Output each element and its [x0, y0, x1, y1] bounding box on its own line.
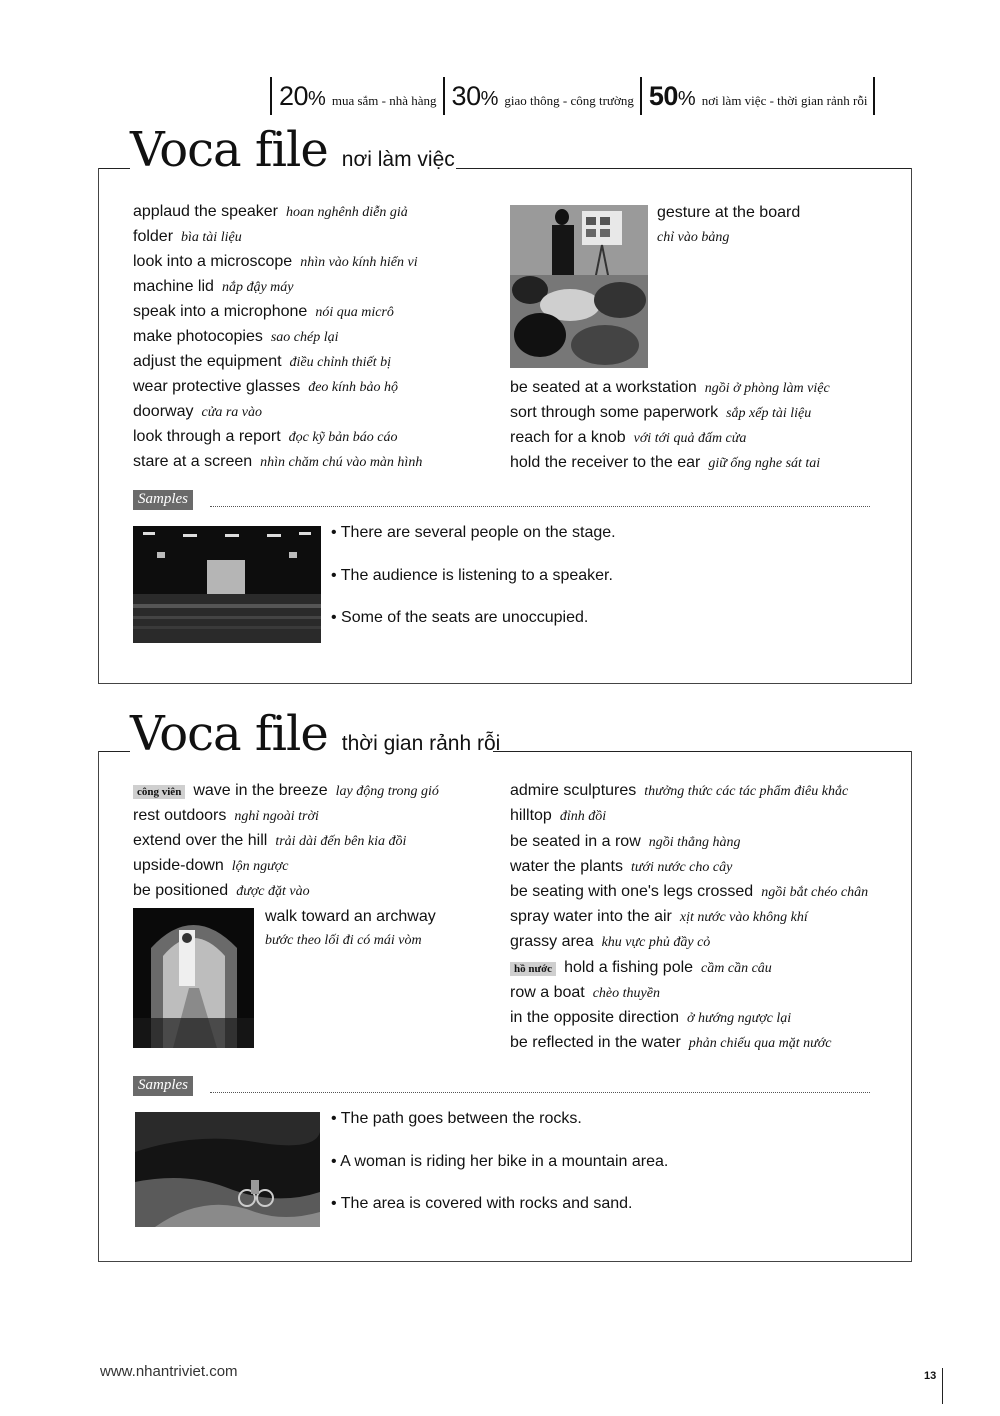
vocab-item: applaud the speaker hoan nghênh diễn giả [133, 203, 408, 220]
section2-title-main: Voca file [130, 706, 328, 762]
section1-subtitle: nơi làm việc [341, 148, 455, 171]
percent-sign: % [480, 88, 499, 110]
page-number-rule [942, 1368, 943, 1404]
sample-sentence: • A woman is riding her bike in a mountain area. [331, 1153, 669, 1170]
percent-sign: % [308, 88, 326, 110]
vocab-item: make photocopies sao chép lại [133, 328, 339, 345]
auditorium-image [133, 526, 321, 643]
vocab-item: hilltop đỉnh đồi [510, 807, 607, 824]
samples-divider [210, 1092, 870, 1093]
photo-caption-en: gesture at the board [657, 204, 801, 221]
vocab-item: be seated in a row ngồi thẳng hàng [510, 833, 741, 850]
vocab-item: row a boat chèo thuyền [510, 984, 660, 1001]
vocab-item: reach for a knob với tới quả đấm cửa [510, 429, 747, 446]
sample-sentence: • There are several people on the stage. [331, 524, 616, 541]
category-stats-bar [270, 76, 875, 116]
archway-image [133, 908, 254, 1048]
vocab-item: be seating with one's legs crossed ngồi bắt chéo chân [510, 883, 869, 900]
samples-divider [210, 506, 870, 507]
vocab-item: look into a microscope nhìn vào kính hiển vi [133, 253, 418, 270]
section1-title-main: Voca file [130, 122, 328, 178]
photo-auditorium [133, 526, 321, 643]
vocab-item: be positioned được đặt vào [133, 882, 310, 899]
stat-label: mua sắm - nhà hàng [331, 93, 437, 108]
mountain-bike-image [135, 1112, 320, 1227]
stat-percent: 20 [279, 81, 309, 111]
stat-label: nơi làm việc - thời gian rảnh rỗi [701, 93, 868, 108]
samples-label: Samples [133, 490, 193, 510]
page-number: 13 [924, 1370, 937, 1382]
stat-label: giao thông - công trường [504, 93, 634, 108]
vocab-item: doorway cửa ra vào [133, 403, 262, 420]
photo-caption-vi: chỉ vào bảng [657, 230, 730, 245]
stat-shopping [270, 77, 443, 115]
vocab-item: spray water into the air xịt nước vào không khí [510, 908, 808, 925]
tag-lake: hồ nước [510, 962, 556, 976]
photo-mountain-bike [135, 1112, 320, 1227]
photo-caption-vi: bước theo lối đi có mái vòm [265, 933, 422, 948]
stat-percent: 50 [648, 81, 678, 111]
vocab-item: hồ nước hold a fishing pole cầm cần câu [510, 958, 772, 979]
vocab-item: wear protective glasses đeo kính bảo hộ [133, 378, 399, 395]
vocab-item: be seated at a workstation ngồi ở phòng làm việc [510, 379, 830, 396]
tag-park: công viên [133, 785, 185, 799]
vocab-item: water the plants tưới nước cho cây [510, 858, 733, 875]
vocab-item: machine lid nắp đậy máy [133, 278, 294, 295]
sample-sentence: • Some of the seats are unoccupied. [331, 609, 589, 626]
section2-subtitle: thời gian rảnh rỗi [341, 732, 501, 755]
footer-url: www.nhantriviet.com [100, 1363, 238, 1380]
sample-sentence: • The path goes between the rocks. [331, 1110, 582, 1127]
percent-sign: % [677, 88, 696, 110]
vocab-item: stare at a screen nhìn chăm chú vào màn hình [133, 453, 423, 470]
vocab-item: grassy area khu vực phủ đầy cỏ [510, 933, 711, 950]
stat-traffic [443, 77, 640, 115]
vocab-item: speak into a microphone nói qua micrô [133, 303, 394, 320]
samples-label: Samples [133, 1076, 193, 1096]
vocab-item: sort through some paperwork sắp xếp tài liệu [510, 404, 812, 421]
vocab-item: be reflected in the water phản chiếu qua mặt nước [510, 1034, 832, 1051]
stat-workplace-leisure [640, 77, 876, 115]
vocab-item: look through a report đọc kỹ bản báo cáo [133, 428, 398, 445]
sample-sentence: • The audience is listening to a speaker. [331, 567, 613, 584]
sample-sentence: • The area is covered with rocks and sand. [331, 1195, 633, 1212]
vocab-item: extend over the hill trải dài đến bên kia đồi [133, 832, 407, 849]
vocab-item: admire sculptures thưởng thức các tác phẩm điêu khắc [510, 782, 849, 799]
photo-caption-en: walk toward an archway [265, 908, 436, 925]
presentation-image [510, 205, 648, 368]
vocab-item: upside-down lộn ngược [133, 857, 289, 874]
vocab-item: hold the receiver to the ear giữ ống nghe sát tai [510, 454, 821, 471]
stat-percent: 30 [451, 81, 481, 111]
vocab-item: in the opposite direction ở hướng ngược lại [510, 1009, 792, 1026]
vocab-item: công viên wave in the breeze lay động trong gió [133, 781, 439, 802]
photo-archway [133, 908, 254, 1048]
photo-presentation [510, 205, 648, 368]
vocab-item: folder bìa tài liệu [133, 228, 242, 245]
vocab-item: adjust the equipment điều chỉnh thiết bị [133, 353, 392, 370]
vocab-item: rest outdoors nghỉ ngoài trời [133, 807, 319, 824]
